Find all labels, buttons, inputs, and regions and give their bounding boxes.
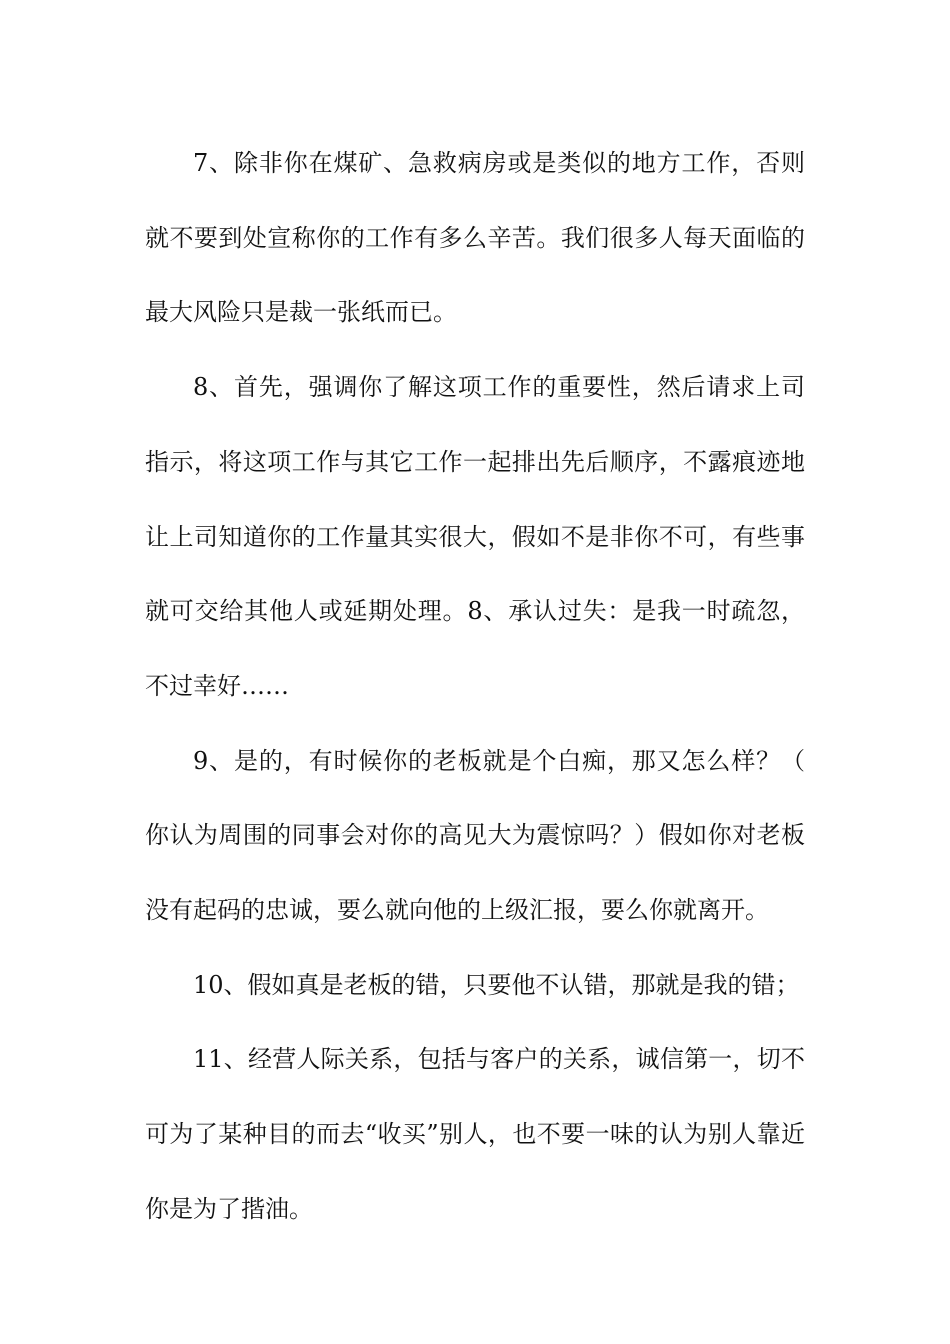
paragraph-11: 11、经营人际关系，包括与客户的关系，诚信第一，切不可为了某种目的而去“收买”别人，也不要一味的认为别人靠近你是为了揩油。 bbox=[145, 1045, 805, 1223]
paragraph-8: 8、首先，强调你了解这项工作的重要性，然后请求上司指示，将这项工作与其它工作一起排出先后顺序，不露痕迹地让上司知道你的工作量其实很大，假如不是非你不可，有些事就可交给其他人或延期处理。8、承认过失：是我一时疏忽，不过幸好…… bbox=[145, 373, 805, 700]
paragraph-9: 9、是的，有时候你的老板就是个白痴，那又怎么样？（你认为周围的同事会对你的高见大为震惊吗？）假如你对老板没有起码的忠诚，要么就向他的上级汇报，要么你就离开。 bbox=[145, 746, 805, 925]
paragraph-7: 7、除非你在煤矿、急救病房或是类似的地方工作，否则就不要到处宣称你的工作有多么辛苦。我们很多人每天面临的最大风险只是裁一张纸而已。 bbox=[145, 149, 805, 327]
paragraph-10: 10、假如真是老板的错，只要他不认错，那就是我的错； bbox=[193, 970, 800, 999]
document-body bbox=[145, 126, 805, 1247]
